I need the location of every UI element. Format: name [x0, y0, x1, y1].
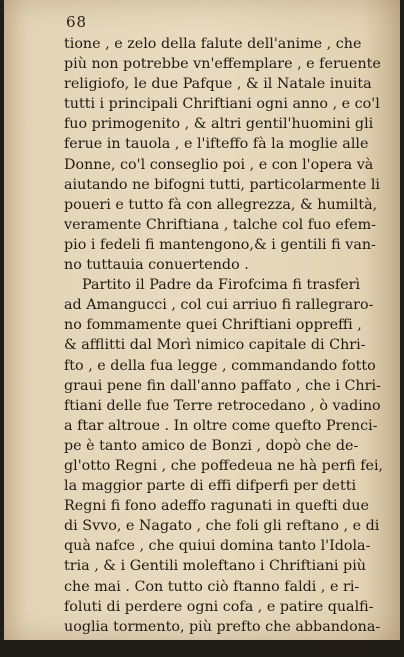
text-line: pio i fedeli fi mantengono,& i gentili fi van-	[64, 236, 376, 253]
page-number: 68	[66, 13, 88, 31]
page-body-text	[64, 34, 394, 657]
text-line: fto , e della fua legge , commandando fotto	[64, 357, 376, 374]
text-line: poueri e tutto fà con allegrezza, & humiltà,	[64, 196, 378, 213]
text-line: gl'otto Regni , che poffedeua ne hà perfi fei,	[64, 457, 384, 474]
text-line: graui pene fin dall'anno paffato , che i Chri-	[64, 377, 381, 394]
text-line: foluti di perdere ogni cofa , e patire qualfi-	[64, 598, 374, 615]
text-line: religiofo, le due Pafque , & il Natale inuita	[64, 76, 372, 93]
text-line: più non potrebbe vn'effemplare , e feruente	[64, 56, 381, 73]
text-line: veramente Chriftiana , talche col fuo efem-	[64, 216, 376, 233]
text-line: a ftar altroue . In oltre come quefto Prenci-	[64, 417, 378, 434]
text-line: tria , & i Gentili moleftano i Chriftiani più	[64, 558, 366, 575]
text-line: no tuttauia conuertendo .	[64, 257, 249, 274]
text-line: Regni fi fono adeffo ragunati in quefti due	[64, 498, 369, 515]
text-line: & afflitti dal Morì nimico capitale di Chri-	[64, 337, 366, 354]
final-text-line: re Dio.	[325, 638, 374, 655]
text-line: aiutando ne bifogni tutti, particolarmente li	[64, 176, 380, 193]
text-line: tutti i principali Chriftiani ogni anno , e co'l	[64, 96, 380, 113]
text-line: ferue in tauola , e l'ifteffo fà la moglie alle	[64, 136, 369, 153]
book-page	[4, 0, 400, 655]
text-line: pe è tanto amico de Bonzi , dopò che de-	[64, 437, 359, 454]
text-line: no fommamente quei Chriftiani oppreffi ,	[64, 317, 362, 334]
text-line: quà nafce , che quiui domina tanto l'Idola-	[64, 538, 371, 555]
text-line: la maggior parte di effi difperfi per detti	[64, 478, 357, 495]
text-line: Donne, co'l conseglio poi , e con l'opera và	[64, 156, 374, 173]
text-line: ad Amangucci , col cui arriuo fi rallegraro-	[64, 297, 374, 314]
text-line: fuo primogenito , & altri gentil'huomini gli	[64, 116, 374, 133]
text-line: uoglia tormento, più prefto che abbandona-	[64, 618, 381, 635]
text-line: tione , e zelo della falute dell'anime , che	[64, 36, 362, 52]
text-line: ftiani delle fue Terre retrocedano , ò vadino	[64, 397, 381, 414]
text-line: di Svvo, e Nagato , che foli gli reftano , e di	[64, 518, 380, 535]
text-line: che mai . Con tutto ciò ftanno faldi , e ri-	[64, 578, 360, 595]
paragraph-start-line: Partito il Padre da Firofcima fi trasferì	[82, 277, 361, 294]
